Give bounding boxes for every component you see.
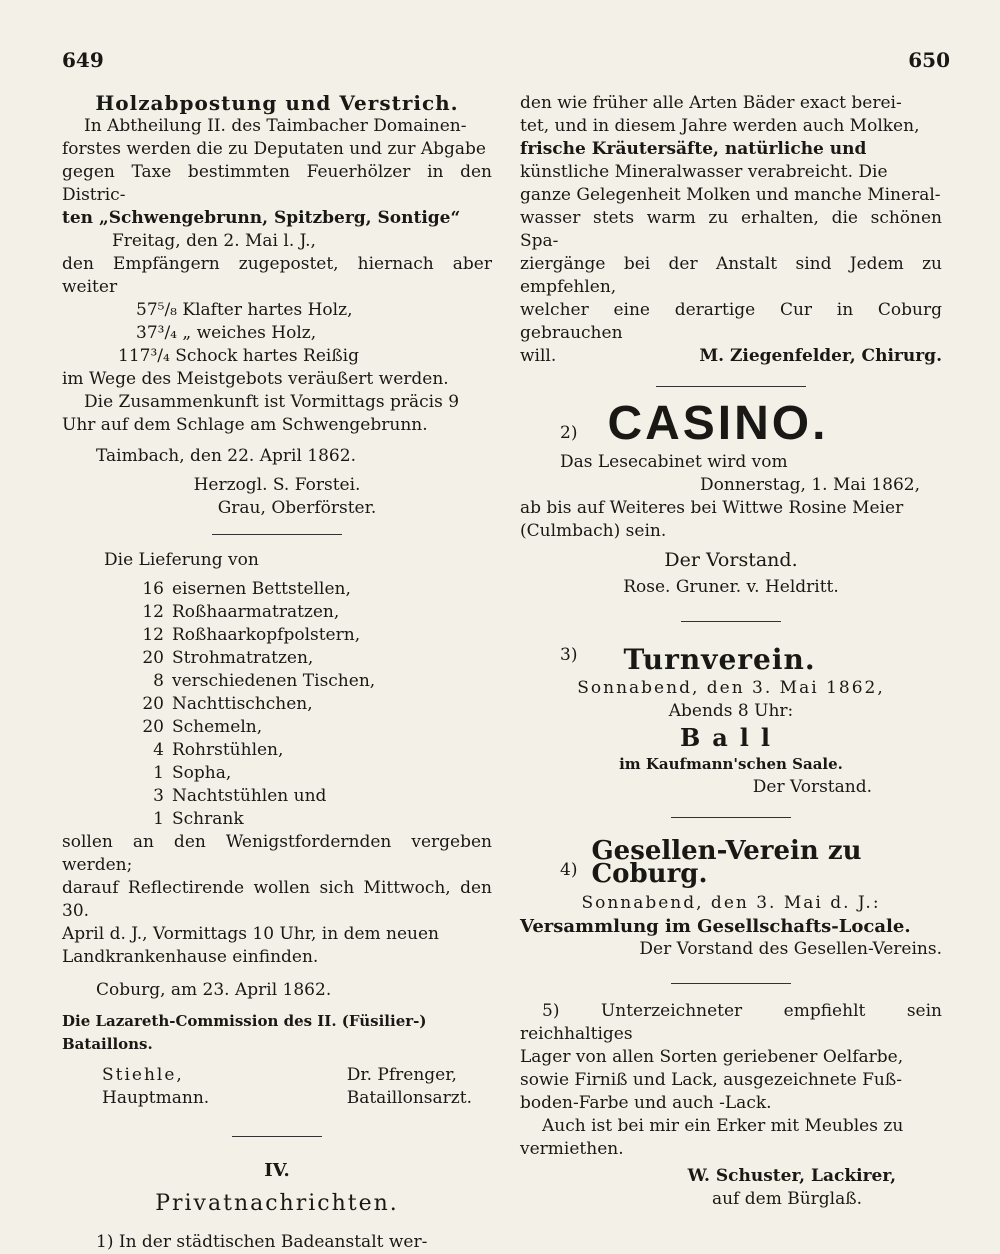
text-line: forstes werden die zu Deputaten und zur Abgabe — [62, 139, 486, 159]
text-line: Sonnabend, den 3. Mai 1862, — [577, 678, 885, 698]
text-line: ziergänge bei der Anstalt sind Jedem zu empfehlen, — [520, 254, 942, 297]
text-line: auf dem Bürglaß. — [711, 1189, 862, 1209]
text-line: Das Lesecabinet wird vom — [560, 452, 788, 472]
list-item: 20 Nachttischchen, — [142, 694, 313, 714]
page-number-right: 650 — [908, 48, 950, 72]
text-line: Sonnabend, den 3. Mai d. J.: — [581, 893, 881, 913]
text-line: im Kaufmann'schen Saale. — [619, 755, 843, 773]
turnverein-heading-row — [520, 643, 942, 676]
text-line: 117³/₄ Schock hartes Reißig — [118, 346, 359, 366]
list-item: 1 Schrank — [153, 809, 244, 829]
ball-heading: Ball — [679, 723, 783, 752]
list-item: 20 Strohmatratzen, — [142, 648, 314, 668]
text-line: ten „Schwengebrunn, Spitzberg, Sontige“ — [62, 208, 461, 228]
signature-line: Grau, Oberförster. — [217, 498, 377, 518]
list-item: 16 eisernen Bettstellen, — [142, 579, 351, 599]
text-line: (Culmbach) sein. — [520, 521, 667, 541]
text-line: ganze Gelegenheit Molken und manche Mineral- — [520, 185, 941, 205]
section-number: IV. — [264, 1160, 290, 1181]
text-line: Abends 8 Uhr: — [668, 701, 794, 721]
text-line: In Abtheilung II. des Taimbacher Domainen- — [84, 116, 467, 136]
text-line: Freitag, den 2. Mai l. J., — [112, 231, 316, 251]
text-line: vermiethen. — [520, 1139, 624, 1159]
signature-line: Der Vorstand des Gesellen-Vereins. — [639, 939, 942, 959]
list-item: 1 Sopha, — [153, 763, 232, 783]
place-date: Coburg, am 23. April 1862. — [96, 980, 332, 1000]
divider — [681, 621, 781, 622]
turnverein-heading: Turnverein. — [623, 643, 816, 676]
text-line: wasser stets warm zu erhalten, die schönen Spa- — [520, 208, 942, 251]
gesellen-heading-row — [520, 836, 942, 889]
text-line: den Empfängern zugepostet, hiernach aber weiter — [62, 254, 492, 297]
divider — [671, 817, 791, 818]
text-line: künstliche Mineralwasser verabreicht. Die — [520, 162, 888, 182]
casino-heading-row — [560, 397, 942, 451]
notice-number: 4) — [560, 860, 578, 880]
organization-name: Die Lazareth-Commission des II. (Füsilier-) Bataillons. — [62, 1012, 427, 1053]
text-line: Landkrankenhause einfinden. — [62, 947, 319, 967]
signature-row: will. M. Ziegenfelder, Chirurg. — [520, 346, 942, 366]
signature-line: Herzogl. S. Forstei. — [193, 475, 361, 495]
divider — [232, 1136, 322, 1137]
text-line: tet, und in diesem Jahre werden auch Molken, — [520, 116, 920, 136]
text-line: den wie früher alle Arten Bäder exact berei- — [520, 93, 902, 113]
text-line: 57⁵/₈ Klafter hartes Holz, — [136, 300, 353, 320]
text-line: boden-Farbe und auch -Lack. — [520, 1093, 772, 1113]
heading-holzabpostung: Holzabpostung und Verstrich. — [95, 91, 459, 115]
notice-number: 3) — [560, 645, 578, 665]
list-item: 12 Roßhaarmatratzen, — [142, 602, 340, 622]
signature-left: Stiehle, Hauptmann. — [102, 1065, 210, 1108]
text-line: ab bis auf Weiteres bei Wittwe Rosine Meier — [520, 498, 904, 518]
list-item: 8 verschiedenen Tischen, — [153, 671, 376, 691]
page-number-left: 649 — [62, 48, 104, 72]
text-line: Donnerstag, 1. Mai 1862, — [700, 475, 921, 495]
text-line: welcher eine derartige Cur in Coburg gebrauchen — [520, 300, 942, 343]
furniture-list — [124, 578, 492, 831]
divider — [671, 983, 791, 984]
section-title: Privatnachrichten. — [155, 1191, 399, 1216]
text-line: 1) In der städtischen Badeanstalt wer- — [96, 1232, 428, 1252]
signature-schuster: W. Schuster, Lackirer, — [687, 1166, 896, 1186]
text-line: Uhr auf dem Schlage am Schwengebrunn. — [62, 415, 428, 435]
left-column — [62, 92, 492, 1254]
text-line: sowie Firniß und Lack, ausgezeichnete Fuß- — [520, 1070, 902, 1090]
text-line: 37³/₄ „ weiches Holz, — [136, 323, 317, 343]
list-item: 20 Schemeln, — [142, 717, 263, 737]
signature-line: Der Vorstand. — [752, 777, 872, 797]
text-line: Versammlung im Gesellschafts-Locale. — [520, 916, 911, 937]
text-line: sollen an den Wenigstfordernden vergeben werden; — [62, 832, 492, 875]
text-line: Die Zusammenkunft ist Vormittags präcis 9 — [84, 392, 460, 412]
text-line: darauf Reflectirende wollen sich Mittwoch, den 30. — [62, 878, 492, 921]
signature-names: Rose. Gruner. v. Heldritt. — [623, 577, 839, 597]
text-line: April d. J., Vormittags 10 Uhr, in dem neuen — [62, 924, 440, 944]
divider — [212, 534, 342, 535]
signature-ziegenfelder: M. Ziegenfelder, Chirurg. — [699, 346, 942, 366]
list-item: 3 Nachtstühlen und — [153, 786, 327, 806]
text-line: Die Lieferung von — [104, 550, 259, 570]
signature-line: Der Vorstand. — [664, 549, 798, 571]
text-line: gegen Taxe bestimmten Feuerhölzer in den Distric- — [62, 162, 492, 205]
signature-right: Dr. Pfrenger, Bataillonsarzt. — [346, 1065, 472, 1108]
notice-number: 2) — [560, 423, 578, 443]
signature-block — [62, 1064, 492, 1110]
text-line: 5) Unterzeichneter empfiehlt sein reichhaltiges — [520, 1001, 942, 1044]
text-line: Auch ist bei mir ein Erker mit Meubles zu — [542, 1116, 904, 1136]
casino-heading: CASINO. — [607, 397, 829, 450]
list-item: 4 Rohrstühlen, — [153, 740, 284, 760]
list-item: 12 Roßhaarkopfpolstern, — [142, 625, 361, 645]
text-line: im Wege des Meistgebots veräußert werden. — [62, 369, 449, 389]
text-line: Lager von allen Sorten geriebener Oelfarbe, — [520, 1047, 904, 1067]
gesellen-heading: Gesellen-Verein zu Coburg. — [591, 836, 862, 889]
right-column — [520, 92, 942, 1211]
place-date: Taimbach, den 22. April 1862. — [96, 446, 356, 466]
text-line: frische Kräutersäfte, natürliche und — [520, 139, 867, 159]
divider — [656, 386, 806, 387]
